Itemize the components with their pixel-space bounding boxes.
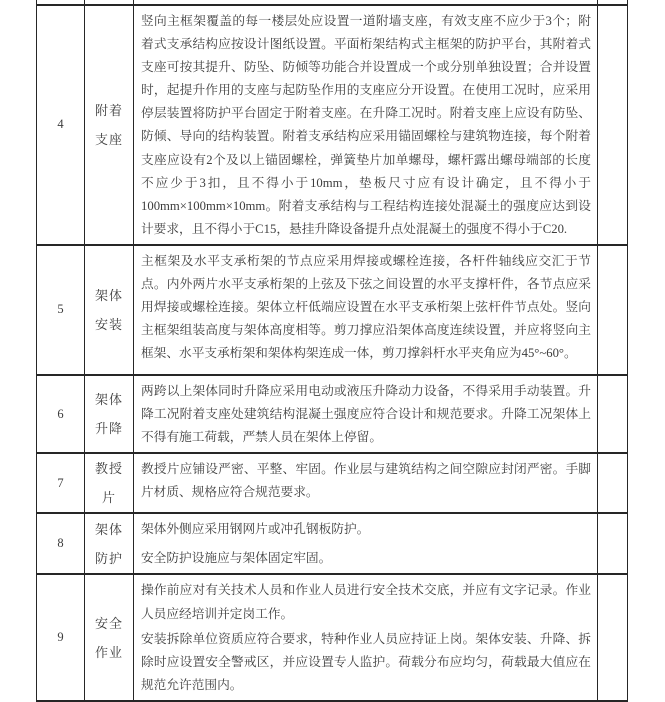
content-paragraph: 竖向主框架覆盖的每一楼层处应设置一道附墙支座，有效支座不应少于3个；附着式支承结构应按设计图纸设置。平面桁架结构式主框架的防护平台，其附着式支座可按其提升、防坠、防倾等功能合并设置成一个或分别单独设置；合并设置时，起提升作用的支座与起防坠作用的支座应分开设置。在使用工况时，应采用停层装置将防护平台固定于附着支座。在升降工况时。附着支座上应设有防坠、防倾、导向的结构装置。附着支承结构应采用锚固螺栓与建筑物连接，每个附着支座应设有2个及以上锚固螺栓，弹簧垫片加单螺母，螺杆露出螺母端部的长度不应少于3扣，且不得小于10mm，垫板尺寸应有设计确定，且不得小于100mm×100mm×10mm。附着支承结构与工程结构连接处混凝土的强度应达到设计要求，且不得小于C15，悬挂升降设备提升点处混凝土的强度不得小于C20. xyxy=(141,14,591,236)
table-row xyxy=(37,246,627,376)
category-line: 架体 xyxy=(94,287,123,303)
table-row xyxy=(37,514,627,575)
table-row xyxy=(37,575,627,701)
content-paragraph: 两跨以上架体同时升降应采用电动或液压升降动力设备，不得采用手动装置。升降工况附着支座处建筑结构混凝土强度应符合设计和规范要求。升降工况架体上不得有施工荷载，严禁人员在架体上停留。 xyxy=(141,383,591,445)
row-content xyxy=(134,575,598,699)
category-line: 安全 xyxy=(94,615,123,631)
row-content xyxy=(134,454,598,512)
content-paragraph: 主框架及水平支承桁架的节点应采用焊接或螺栓连接，各杆件轴线应交汇于节点。内外两片水平支承桁架的上弦及下弦之间设置的水平支撑杆件，各节点应采用焊接或螺栓连接。架体立杆低端应设置在水平支承桁架上弦杆件节点处。竖向主框架组装高度与架体高度相等。剪刀撑应沿架体高度连续设置，并应将竖向主框架、水平支承桁架和架体构架连成一体，剪刀撑斜杆水平夹角应为45°~60°。 xyxy=(141,253,591,361)
row-category xyxy=(85,246,134,374)
category-line: 安装 xyxy=(94,316,123,332)
category-line: 升降 xyxy=(94,421,123,437)
row-content xyxy=(134,246,598,374)
row-content xyxy=(134,376,598,452)
row-empty-cell xyxy=(598,376,627,452)
category-line: 防护 xyxy=(94,550,123,566)
row-number: 4 xyxy=(37,6,85,244)
table-row xyxy=(37,376,627,454)
row-content xyxy=(134,6,598,244)
category-line: 作业 xyxy=(94,644,123,660)
row-empty-cell xyxy=(598,246,627,374)
category-line: 架体 xyxy=(94,521,123,537)
category-line: 附着 xyxy=(94,102,123,118)
row-empty-cell xyxy=(598,575,627,699)
row-category xyxy=(85,575,134,699)
row-empty-cell xyxy=(598,6,627,244)
row-number: 6 xyxy=(37,376,85,452)
row-empty-cell xyxy=(598,514,627,573)
row-number: 9 xyxy=(37,575,85,699)
row-category xyxy=(85,376,134,452)
content-paragraph: 安装拆除单位资质应符合要求，特种作业人员应持证上岗。架体安装、升降、拆除时应设置安全警戒区，并应设置专人监护。荷载分布应均匀，荷载最大值应在规范允许范围内。 xyxy=(141,631,591,692)
category-line: 片 xyxy=(101,490,116,506)
row-number: 8 xyxy=(37,514,85,573)
category-line: 教授 xyxy=(94,461,123,477)
content-paragraph: 架体外侧应采用钢网片或冲孔钢板防护。 xyxy=(141,522,370,537)
safety-inspection-table xyxy=(36,4,628,702)
row-category xyxy=(85,6,134,244)
category-line: 支座 xyxy=(94,131,123,147)
row-category xyxy=(85,514,134,573)
row-content xyxy=(134,514,598,573)
row-category xyxy=(85,454,134,512)
row-empty-cell xyxy=(598,454,627,512)
category-line: 架体 xyxy=(94,392,123,408)
row-number: 5 xyxy=(37,246,85,374)
table-row xyxy=(37,6,627,246)
content-paragraph: 教授片应铺设严密、平整、牢固。作业层与建筑结构之间空隙应封闭严密。手脚片材质、规格应符合规范要求。 xyxy=(141,462,591,500)
content-paragraph: 操作前应对有关技术人员和作业人员进行安全技术交底，并应有文字记录。作业人员应经培训并定岗工作。 xyxy=(141,583,591,621)
content-paragraph: 安全防护设施应与架体固定牢固。 xyxy=(141,551,332,566)
table-row xyxy=(37,454,627,514)
row-number: 7 xyxy=(37,454,85,512)
